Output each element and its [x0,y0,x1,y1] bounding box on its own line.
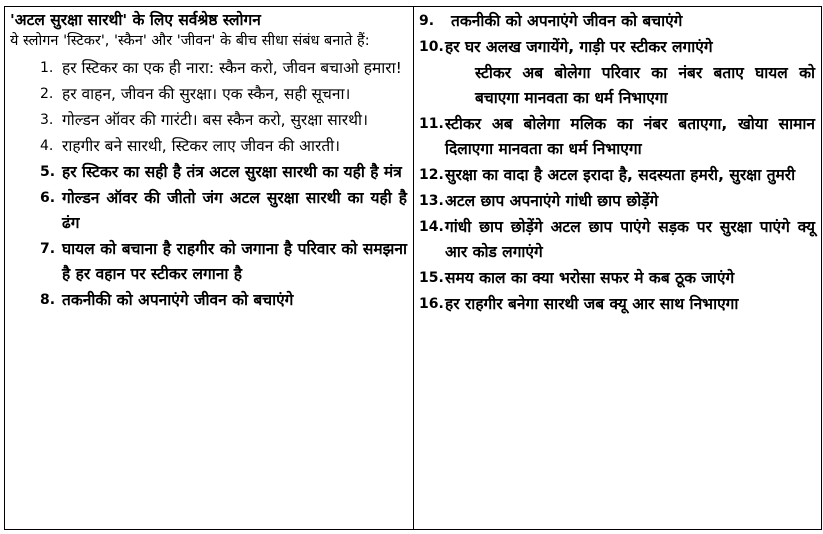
item-number: 13. [419,193,444,209]
item-number: 6. [40,190,56,206]
item-text: हर वाहन, जीवन की सुरक्षा। एक स्कैन, सही सूचना। [62,85,351,103]
item-number: 1. [40,60,54,76]
slogan-item [10,108,407,133]
slogan-item [419,292,815,317]
intro-text: ये स्लोगन 'स्टिकर', 'स्कैन' और 'जीवन' के बीच सीधा संबंध बनाते हैं: [10,33,370,49]
slogan-item [10,134,407,159]
slogan-table [4,6,822,530]
item-number: 15. [419,270,444,286]
item-number: 14. [419,219,444,235]
slogan-item [10,288,407,313]
slogan-item [10,56,407,81]
item-text: हर राहगीर बनेगा सारथी जब क्यू आर साथ निभाएगा [445,295,739,313]
slogan-sub-paragraph: स्टीकर अब बोलेगा परिवार का नंबर बताए घायल को बचाएगा मानवता का धर्म निभाएगा [475,64,815,107]
slogan-item [10,186,407,236]
item-text: राहगीर बने सारथी, स्टिकर लाए जीवन की आरती। [62,137,341,155]
item-text: स्टीकर अब बोलेगा मलिक का नंबर बताएगा, खोया सामान दिलाएगा मानवता का धर्म निभाएगा [445,115,815,158]
item-number: 16. [419,296,444,312]
item-text: घायल को बचाना है राहगीर को जगाना है परिवार को समझना है हर वहान पर स्टीकर लगाना है [62,240,407,283]
item-text: गोल्डन ऑवर की गारंटी। बस स्कैन करो, सुरक्षा सारथी। [62,111,368,129]
item-text: सुरक्षा का वादा है अटल इरादा है, सदस्यता हमरी, सुरक्षा तुमरी [445,166,796,184]
item-text: हर स्टिकर का एक ही नारा: स्कैन करो, जीवन बचाओ हमारा! [62,59,402,77]
item-text: गांधी छाप छोड़ेंगे अटल छाप पाएंगे सड़क पर सुरक्षा पाएंगे क्यू आर कोड लगाएंगे [445,218,815,261]
slogan-item [419,189,815,214]
slogan-item [10,82,407,107]
item-number: 11. [419,116,444,132]
item-text: अटल छाप अपनाएंगे गांधी छाप छोड़ेंगे [445,192,659,210]
item-number: 8. [40,292,56,308]
right-column [414,7,822,530]
item-text: हर स्टिकर का सही है तंत्र अटल सुरक्षा सारथी का यही है मंत्र [62,163,402,181]
slogan-item [10,160,407,185]
item-text: तकनीकी को अपनाएंगे जीवन को बचाएंगे [62,291,294,309]
item-number: 3. [40,112,54,128]
slogan-item [10,237,407,287]
item-number: 10. [419,39,444,55]
section-title: 'अटल सुरक्षा सारथी' के लिए सर्वश्रेष्ठ स्लोगन [10,11,261,29]
slogan-item [419,35,815,60]
slogan-item [419,9,815,34]
item-text: गोल्डन ऑवर की जीतो जंग अटल सुरक्षा सारथी का यही है ढंग [62,189,407,232]
item-text: तकनीकी को अपनाएंगे जीवन को बचाएंगे [451,12,683,30]
table-row [5,7,822,530]
item-number: 7. [40,241,56,257]
item-number: 4. [40,138,54,154]
slogan-item [419,215,815,265]
item-number: 9. [419,13,435,29]
item-number: 5. [40,164,56,180]
item-number: 12. [419,167,444,183]
item-text: समय काल का क्या भरोसा सफर मे कब ठूक जाएंगे [445,269,735,287]
left-column [5,7,414,530]
item-number: 2. [40,86,54,102]
item-text: हर घर अलख जगायेंगे, गाड़ी पर स्टीकर लगाएंगे [445,38,713,56]
slogan-item [419,163,815,188]
slogan-item [419,266,815,291]
slogan-item [419,112,815,162]
